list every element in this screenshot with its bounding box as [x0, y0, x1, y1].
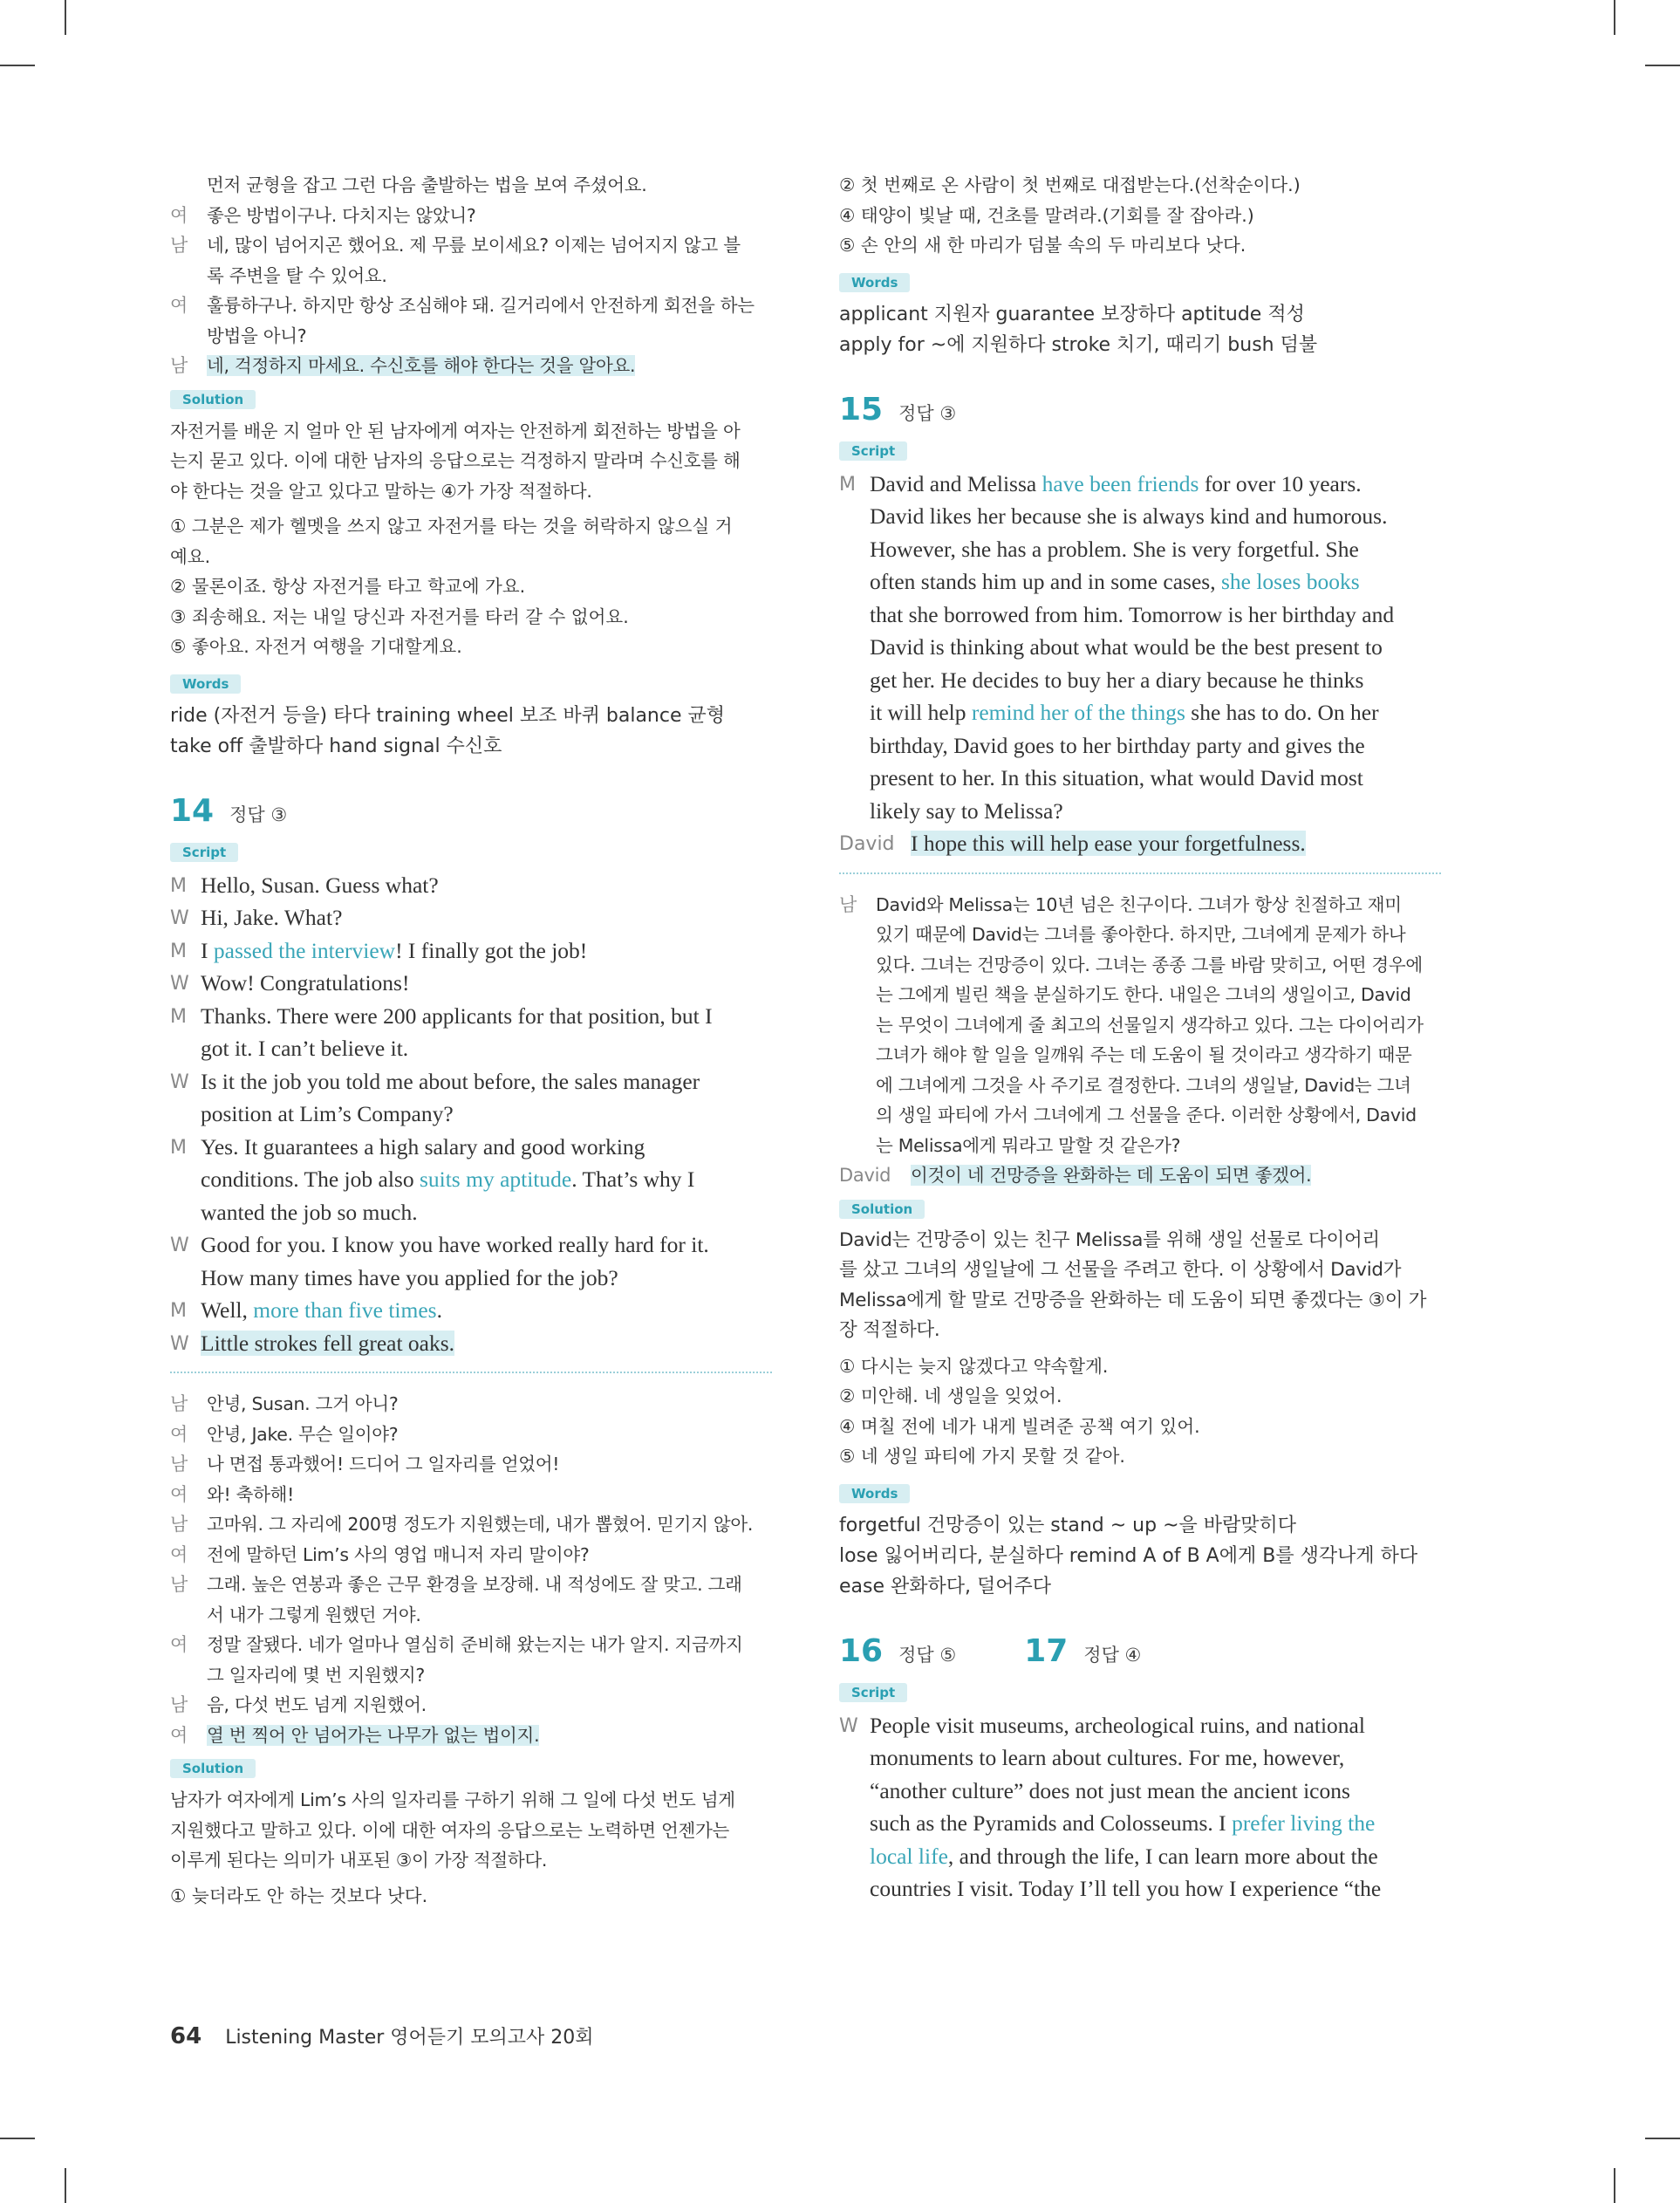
q15-script — [839, 468, 1441, 860]
dialogue-line — [170, 1480, 772, 1510]
line-text: 방법을 아니? — [207, 325, 307, 346]
dialogue-line — [839, 1010, 1441, 1041]
dialogue-line — [839, 950, 1441, 981]
script-line — [170, 901, 772, 934]
line-text: “another culture” does not just mean the ancient icons — [870, 1777, 1350, 1803]
script-line — [170, 1131, 772, 1164]
q14-header — [170, 793, 772, 829]
line-text: 네, 많이 넘어지곤 했어요. 제 무릎 보이세요? 이제는 넘어지지 않고 블 — [207, 235, 741, 256]
text-line: applicant 지원자 guarantee 보장하다 aptitude 적성 — [839, 303, 1305, 325]
text-line: 는지 묻고 있다. 이에 대한 남자의 응답으로는 걱정하지 말라며 수신호를 해 — [170, 450, 741, 471]
line-text: David와 Melissa는 10년 넘은 친구이다. 그녀가 항상 친절하고 재미 — [876, 893, 1402, 915]
q14-words-tag: Words — [839, 273, 910, 292]
text-line: ② 물론이죠. 항상 자전거를 타고 학교에 가요. — [170, 576, 526, 597]
book-title: Listening Master 영어듣기 모의고사 20회 — [225, 2027, 594, 2049]
speaker-label: 남 — [170, 1694, 188, 1715]
script-line — [839, 827, 1441, 860]
line-text: got it. I can’t believe it. — [201, 1036, 409, 1061]
script-line — [170, 1327, 772, 1360]
speaker-label: 여 — [170, 1423, 188, 1445]
script-line — [170, 934, 772, 968]
q13-solution — [170, 416, 772, 507]
q13-solution-tag: Solution — [170, 390, 256, 409]
q14-options — [170, 1881, 772, 1912]
text-line: 를 샀고 그녀의 생일날에 그 선물을 주려고 한다. 이 상황에서 David가 — [839, 1259, 1402, 1281]
q14-script-tag: Script — [170, 843, 238, 862]
line-text: Hello, Susan. Guess what? — [201, 872, 439, 898]
script-line — [839, 664, 1441, 697]
speaker-label: 여 — [170, 204, 188, 226]
dialogue-line — [170, 1630, 772, 1660]
q16-17-header — [839, 1633, 1441, 1669]
speaker-label: 여 — [170, 1483, 188, 1505]
script-line — [170, 1262, 772, 1295]
crop-mark — [65, 2168, 66, 2203]
line-text: David is thinking about what would be the best present to — [870, 634, 1383, 660]
dialogue-line — [170, 170, 772, 201]
speaker-label: W — [170, 1332, 189, 1355]
dialogue-line — [839, 1100, 1441, 1131]
dialogue-line — [170, 321, 772, 352]
speaker-label: W — [170, 907, 189, 929]
dialogue-line — [170, 261, 772, 291]
text-line: 예요. — [170, 545, 211, 567]
script-line — [170, 1163, 772, 1196]
dialogue-line — [170, 351, 772, 381]
dialogue-line — [170, 1690, 772, 1721]
q14-translation — [170, 1389, 772, 1750]
speaker-label: David — [839, 1165, 891, 1186]
q15-options — [839, 1351, 1441, 1472]
line-text: 안녕, Jake. 무슨 일이야? — [207, 1423, 399, 1445]
speaker-label: M — [170, 940, 187, 962]
line-text: 좋은 방법이구나. 다치지는 않았니? — [207, 204, 476, 226]
line-text: 에 그녀에게 그것을 사 주기로 결정한다. 그녀의 생일날, David는 그녀 — [876, 1074, 1411, 1096]
speaker-label: 남 — [170, 1574, 188, 1595]
q15-header — [839, 392, 1441, 428]
answer-text: Little strokes fell great oaks. — [201, 1330, 455, 1356]
line-text: position at Lim’s Company? — [201, 1101, 454, 1126]
text-line: ⑤ 좋아요. 자전거 여행을 기대할게요. — [170, 636, 462, 657]
text-line: ⑤ 네 생일 파티에 가지 못할 것 같아. — [839, 1446, 1125, 1467]
q14-options-cont — [839, 170, 1441, 261]
line-text: she has to do. On her — [1185, 700, 1379, 725]
crop-mark — [0, 2138, 35, 2139]
script-line — [839, 696, 1441, 729]
line-text: 열 번 찍어 안 넘어가는 나무가 없는 법이지. — [207, 1724, 540, 1746]
line-text: birthday, David goes to her birthday party and gives the — [870, 732, 1365, 758]
text-line: forgetful 건망증이 있는 stand ~ up ~을 바람맞히다 — [839, 1514, 1297, 1536]
speaker-label: 남 — [170, 1454, 188, 1474]
crop-mark — [1614, 2168, 1615, 2203]
line-text: get her. He decides to buy her a diary because he thinks — [870, 667, 1364, 693]
speaker-label: W — [170, 1235, 189, 1256]
dialogue-line — [170, 1449, 772, 1480]
line-text: ! I finally got the job! — [395, 937, 588, 963]
text-line: Melissa에게 할 말로 건망증을 완화하는 데 도움이 되면 좋겠다는 ③이 가 — [839, 1289, 1427, 1311]
line-text: 의 생일 파티에 가서 그녀에게 그 선물을 준다. 이러한 상황에서, David — [876, 1105, 1417, 1125]
speaker-label: David — [839, 833, 895, 855]
dialogue-line — [170, 1660, 772, 1691]
key-phrase: more than five times — [253, 1297, 437, 1323]
key-phrase: local life — [870, 1843, 948, 1869]
script-line — [839, 533, 1441, 566]
key-phrase: prefer living the — [1232, 1810, 1376, 1836]
dialogue-line — [170, 291, 772, 321]
line-text: 훌륭하구나. 하지만 항상 조심해야 돼. 길거리에서 안전하게 회전을 하는 — [207, 295, 755, 316]
line-text: , and through the life, I can learn more about the — [947, 1843, 1378, 1869]
crop-mark — [65, 0, 66, 35]
dialogue-line — [839, 890, 1441, 920]
q14-solution — [170, 1785, 772, 1876]
q15-solution-tag: Solution — [839, 1200, 925, 1219]
line-text: that she borrowed from him. Tomorrow is her birthday and — [870, 601, 1395, 627]
q13-options — [170, 511, 772, 662]
line-text: 고마워. 그 자리에 200명 정도가 지원했는데, 내가 뽑혔어. 믿기지 않아. — [207, 1514, 754, 1535]
line-text: 그래. 높은 연봉과 좋은 근무 환경을 보장해. 내 적성에도 잘 맞고. 그래 — [207, 1574, 742, 1595]
text-line: ease 완화하다, 덜어주다 — [839, 1575, 1052, 1598]
script-line — [839, 1741, 1441, 1775]
q14-script — [170, 869, 772, 1360]
q15-script-tag: Script — [839, 441, 907, 461]
script-line — [839, 729, 1441, 763]
speaker-label: M — [839, 473, 856, 496]
speaker-label: M — [170, 1300, 187, 1322]
speaker-label: 여 — [170, 1724, 188, 1746]
script-line — [170, 1032, 772, 1065]
script-line — [839, 500, 1441, 533]
dialogue-line — [170, 1721, 772, 1751]
q13-words — [170, 701, 772, 762]
line-text: People visit museums, archeological ruins, and national — [870, 1712, 1365, 1738]
key-phrase: remind her of the things — [971, 700, 1185, 725]
question-number: 14 — [170, 792, 215, 829]
text-line: ④ 태양이 빛날 때, 건초를 말려라.(기회를 잘 잡아라.) — [839, 204, 1254, 226]
script-line — [839, 468, 1441, 501]
line-text: 이것이 네 건망증을 완화하는 데 도움이 되면 좋겠어. — [911, 1165, 1312, 1186]
line-text: However, she has a problem. She is very forgetful. She — [870, 536, 1359, 562]
speaker-label: 여 — [170, 295, 188, 316]
q14-words — [839, 299, 1441, 360]
line-text: 음, 다섯 번도 넘게 지원했어. — [207, 1694, 427, 1715]
script-line — [170, 1294, 772, 1327]
q15-words-tag: Words — [839, 1484, 910, 1503]
q13-words-tag: Words — [170, 674, 241, 694]
script-line — [839, 599, 1441, 632]
speaker-label: W — [170, 973, 189, 995]
dialogue-line — [839, 1040, 1441, 1071]
line-text: Good for you. I know you have worked really hard for it. — [201, 1232, 709, 1257]
line-text: it will help — [870, 700, 972, 725]
line-text: conditions. The job also — [201, 1166, 420, 1192]
text-line: 장 적절하다. — [839, 1319, 940, 1341]
script-line — [839, 1807, 1441, 1840]
text-line: 이루게 된다는 의미가 내포된 ③이 가장 적절하다. — [170, 1850, 548, 1871]
script-line — [170, 1196, 772, 1229]
dialogue-line — [170, 1570, 772, 1600]
text-line: ① 다시는 늦지 않겠다고 약속할게. — [839, 1355, 1109, 1377]
q16-script-tag: Script — [839, 1683, 907, 1702]
script-line — [170, 1228, 772, 1262]
answer-label: 정답 ④ — [1083, 1644, 1142, 1666]
dialogue-line — [839, 1131, 1441, 1161]
speaker-label: 남 — [170, 1393, 188, 1414]
line-text: such as the Pyramids and Colosseums. I — [870, 1810, 1233, 1836]
line-text: 있다. 그녀는 건망증이 있다. 그녀는 종종 그를 바람 맞히고, 어떤 경우에 — [876, 954, 1423, 975]
crop-mark — [1645, 2138, 1680, 2139]
speaker-label: 여 — [170, 1634, 188, 1655]
dialogue-line — [170, 1600, 772, 1631]
speaker-label: M — [170, 1136, 187, 1159]
line-text: Well, — [201, 1297, 254, 1323]
text-line: David는 건망증이 있는 친구 Melissa를 위해 생일 선물로 다이어리 — [839, 1228, 1380, 1251]
line-text: David likes her because she is always kind and humorous. — [870, 503, 1388, 529]
script-line — [839, 1709, 1441, 1742]
line-text: I — [201, 937, 214, 963]
question-number: 15 — [839, 391, 884, 428]
page-footer — [170, 2022, 594, 2049]
dialogue-line — [170, 201, 772, 231]
line-text: Is it the job you told me about before, the sales manager — [201, 1068, 700, 1094]
text-line: ① 그분은 제가 헬멧을 쓰지 않고 자전거를 타는 것을 허락하지 않으실 거 — [170, 516, 733, 537]
speaker-label: 남 — [170, 355, 188, 376]
line-text: 네, 걱정하지 마세요. 수신호를 해야 한다는 것을 알아요. — [207, 355, 636, 376]
line-text: 는 무엇이 그녀에게 줄 최고의 선물일지 생각하고 있다. 그는 다이어리가 — [876, 1014, 1424, 1036]
line-text: 나 면접 통과했어! 드디어 그 일자리를 얻었어! — [207, 1454, 560, 1474]
line-text: 먼저 균형을 잡고 그런 다음 출발하는 법을 보여 주셨어요. — [207, 174, 647, 195]
line-text: 는 Melissa에게 뭐라고 말할 것 같은가? — [876, 1134, 1181, 1156]
line-text: David and Melissa — [870, 470, 1042, 496]
crop-mark — [1645, 65, 1680, 66]
text-line: apply for ~에 지원하다 stroke 치기, 때리기 bush 덤불 — [839, 333, 1318, 356]
line-text: present to her. In this situation, what would David most — [870, 765, 1363, 790]
script-line — [839, 1775, 1441, 1808]
dialogue-line — [170, 1509, 772, 1540]
line-text: for over 10 years. — [1199, 470, 1362, 496]
speaker-label: 여 — [170, 1543, 188, 1565]
script-line — [170, 1000, 772, 1033]
line-text: Hi, Jake. What? — [201, 905, 343, 930]
speaker-label: 남 — [170, 1514, 188, 1535]
text-line: 야 한다는 것을 알고 있다고 말하는 ④가 가장 적절하다. — [170, 480, 592, 502]
dialogue-line — [170, 1389, 772, 1420]
script-line — [170, 869, 772, 902]
line-text: countries I visit. Today I’ll tell you how I experience “the — [870, 1876, 1382, 1901]
line-text: How many times have you applied for the job? — [201, 1264, 618, 1290]
question-number: 17 — [1024, 1632, 1069, 1669]
script-line — [170, 967, 772, 1000]
text-line: lose 잃어버리다, 분실하다 remind A of B A에게 B를 생각나게 하다 — [839, 1544, 1418, 1567]
speaker-label: 남 — [839, 893, 857, 915]
answer-text: I hope this will help ease your forgetfulness. — [911, 831, 1306, 856]
script-line — [839, 1840, 1441, 1873]
text-line: ⑤ 손 안의 새 한 마리가 덤불 속의 두 마리보다 낫다. — [839, 235, 1246, 256]
line-text: . — [436, 1297, 442, 1323]
dialogue-line — [839, 1160, 1441, 1191]
line-text: Yes. It guarantees a high salary and good working — [201, 1133, 645, 1160]
question-number: 16 — [839, 1632, 884, 1669]
dialogue-line — [170, 230, 772, 261]
line-text: 그녀가 해야 할 일을 일깨워 주는 데 도움이 될 것이라고 생각하기 때문 — [876, 1044, 1412, 1065]
script-line — [839, 565, 1441, 599]
text-line: ③ 죄송해요. 저는 내일 당신과 자전거를 타러 갈 수 없어요. — [170, 605, 629, 627]
script-line — [839, 631, 1441, 664]
line-text: 안녕, Susan. 그거 아니? — [207, 1393, 399, 1414]
line-text: wanted the job so much. — [201, 1199, 418, 1225]
dialogue-line — [839, 980, 1441, 1010]
text-line: ride (자전거 등을) 타다 training wheel 보조 바퀴 balance 균형 — [170, 704, 726, 727]
q13-translation-tail — [170, 170, 772, 381]
answer-label: 정답 ⑤ — [898, 1644, 957, 1666]
line-text: monuments to learn about cultures. For me, however, — [870, 1745, 1345, 1770]
answer-label: 정답 ③ — [898, 402, 957, 424]
page-number: 64 — [170, 2023, 202, 2049]
q16-script — [839, 1709, 1441, 1905]
speaker-label: W — [170, 1071, 189, 1093]
key-phrase: passed the interview — [213, 937, 396, 963]
text-line: 남자가 여자에게 Lim’s 사의 일자리를 구하기 위해 그 일에 다섯 번도 넘게 — [170, 1789, 735, 1810]
dialogue-line — [839, 1071, 1441, 1101]
line-text: Wow! Congratulations! — [201, 970, 410, 995]
crop-mark — [1614, 0, 1615, 35]
script-line — [170, 1065, 772, 1098]
section-divider — [839, 872, 1441, 874]
line-text: 있기 때문에 David는 그녀를 좋아한다. 하지만, 그녀에게 문제가 하나 — [876, 924, 1406, 945]
speaker-label: W — [839, 1714, 858, 1737]
script-line — [839, 795, 1441, 828]
line-text: 서 내가 그렇게 원했던 거야. — [207, 1604, 421, 1625]
line-text: 와! 축하해! — [207, 1483, 295, 1505]
answer-label: 정답 ③ — [229, 804, 288, 825]
speaker-label: 남 — [170, 235, 188, 256]
line-text: often stands him up and in some cases, — [870, 569, 1221, 594]
line-text: 전에 말하던 Lim’s 사의 영업 매니저 자리 말이야? — [207, 1543, 590, 1565]
text-line: take off 출발하다 hand signal 수신호 — [170, 735, 502, 757]
line-text: Thanks. There were 200 applicants for that position, but I — [201, 1002, 713, 1029]
line-text: 록 주변을 탈 수 있어요. — [207, 264, 387, 286]
script-line — [170, 1098, 772, 1131]
dialogue-line — [170, 1420, 772, 1450]
line-text: . That’s why I — [571, 1166, 695, 1192]
left-column — [170, 170, 772, 1911]
section-divider — [170, 1372, 772, 1373]
q15-solution — [839, 1226, 1441, 1346]
q15-translation — [839, 890, 1441, 1191]
text-line: ④ 며칠 전에 네가 내게 빌려준 공책 여기 있어. — [839, 1415, 1200, 1437]
q14-solution-tag: Solution — [170, 1759, 256, 1778]
text-line: 지원했다고 말하고 있다. 이에 대한 여자의 응답으로는 노력하면 언젠가는 — [170, 1819, 730, 1841]
script-line — [839, 1872, 1441, 1905]
text-line: ② 첫 번째로 온 사람이 첫 번째로 대접받는다.(선착순이다.) — [839, 174, 1301, 195]
q15-words — [839, 1510, 1441, 1602]
line-text: 정말 잘됐다. 네가 얼마나 열심히 준비해 왔는지는 내가 알지. 지금까지 — [207, 1634, 743, 1655]
text-line: ② 미안해. 네 생일을 잊었어. — [839, 1385, 1062, 1406]
speaker-label: M — [170, 1005, 187, 1028]
text-line: ① 늦더라도 안 하는 것보다 낫다. — [170, 1885, 428, 1906]
line-text: 그 일자리에 몇 번 지원했지? — [207, 1664, 425, 1686]
script-line — [839, 762, 1441, 795]
key-phrase: suits my aptitude — [419, 1166, 572, 1192]
right-column — [839, 170, 1441, 1905]
crop-mark — [0, 65, 35, 66]
line-text: likely say to Melissa? — [870, 797, 1063, 824]
dialogue-line — [170, 1540, 772, 1570]
dialogue-line — [839, 920, 1441, 950]
key-phrase: have been friends — [1041, 470, 1199, 496]
text-line: 자전거를 배운 지 얼마 안 된 남자에게 여자는 안전하게 회전하는 방법을 아 — [170, 420, 741, 441]
key-phrase: she loses books — [1220, 569, 1360, 594]
speaker-label: M — [170, 874, 187, 897]
line-text: 는 그에게 빌린 책을 분실하기도 한다. 내일은 그녀의 생일이고, David — [876, 984, 1411, 1005]
